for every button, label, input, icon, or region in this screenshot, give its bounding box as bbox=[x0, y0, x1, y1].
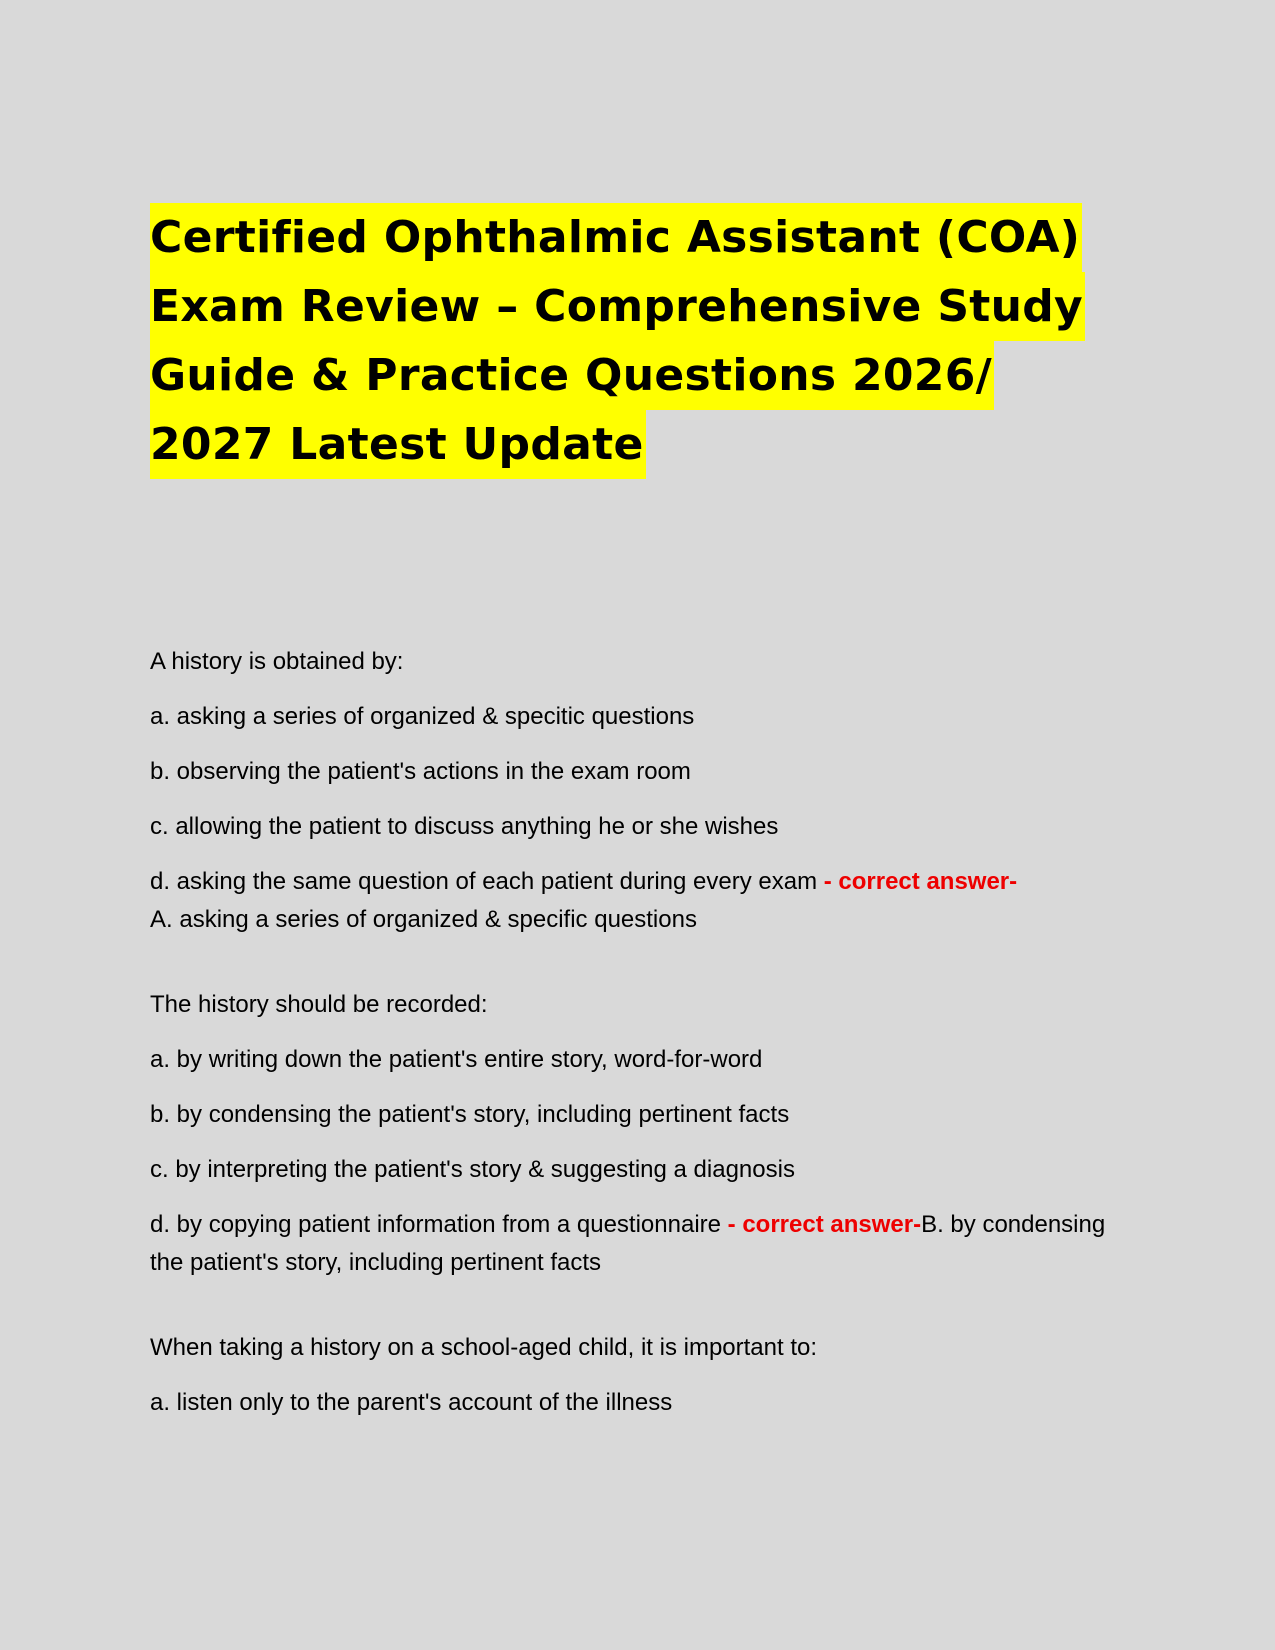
title-line: 2027 Latest Update bbox=[150, 410, 646, 479]
correct-answer-text: A. asking a series of organized & specific questions bbox=[150, 906, 697, 933]
question-stem: A history is obtained by: bbox=[150, 648, 404, 675]
question-stem: When taking a history on a school-aged child, it is important to: bbox=[150, 1334, 818, 1361]
correct-answer-label: - correct answer- bbox=[727, 1211, 922, 1238]
question-3 bbox=[150, 1329, 1140, 1422]
answer-option: b. observing the patient's actions in the exam room bbox=[150, 758, 691, 785]
answer-option-with-key bbox=[150, 863, 1140, 939]
question-stem: The history should be recorded: bbox=[150, 991, 488, 1018]
answer-option: a. asking a series of organized & specitic questions bbox=[150, 703, 695, 730]
answer-option: a. by writing down the patient's entire story, word-for-word bbox=[150, 1046, 763, 1073]
answer-option-with-key bbox=[150, 1206, 1140, 1282]
answer-option: a. listen only to the parent's account of the illness bbox=[150, 1389, 673, 1416]
question-2 bbox=[150, 986, 1140, 1282]
answer-option: c. allowing the patient to discuss anything he or she wishes bbox=[150, 813, 779, 840]
document-page bbox=[150, 203, 1140, 1416]
question-list bbox=[150, 643, 1140, 1469]
correct-answer-label: - correct answer- bbox=[823, 868, 1018, 895]
correct-answer-text: B. by condensing the patient's story, including pertinent facts bbox=[150, 1211, 1106, 1276]
title-line: Guide & Practice Questions 2026/ bbox=[150, 341, 994, 410]
title-line: Exam Review – Comprehensive Study bbox=[150, 272, 1085, 341]
answer-option: d. asking the same question of each patient during every exam bbox=[150, 868, 824, 895]
document-title bbox=[150, 203, 1140, 479]
answer-option: b. by condensing the patient's story, including pertinent facts bbox=[150, 1101, 790, 1128]
answer-option: d. by copying patient information from a questionnaire bbox=[150, 1211, 728, 1238]
title-line: Certified Ophthalmic Assistant (COA) bbox=[150, 203, 1082, 272]
answer-option: c. by interpreting the patient's story & suggesting a diagnosis bbox=[150, 1156, 795, 1183]
question-1 bbox=[150, 643, 1140, 939]
